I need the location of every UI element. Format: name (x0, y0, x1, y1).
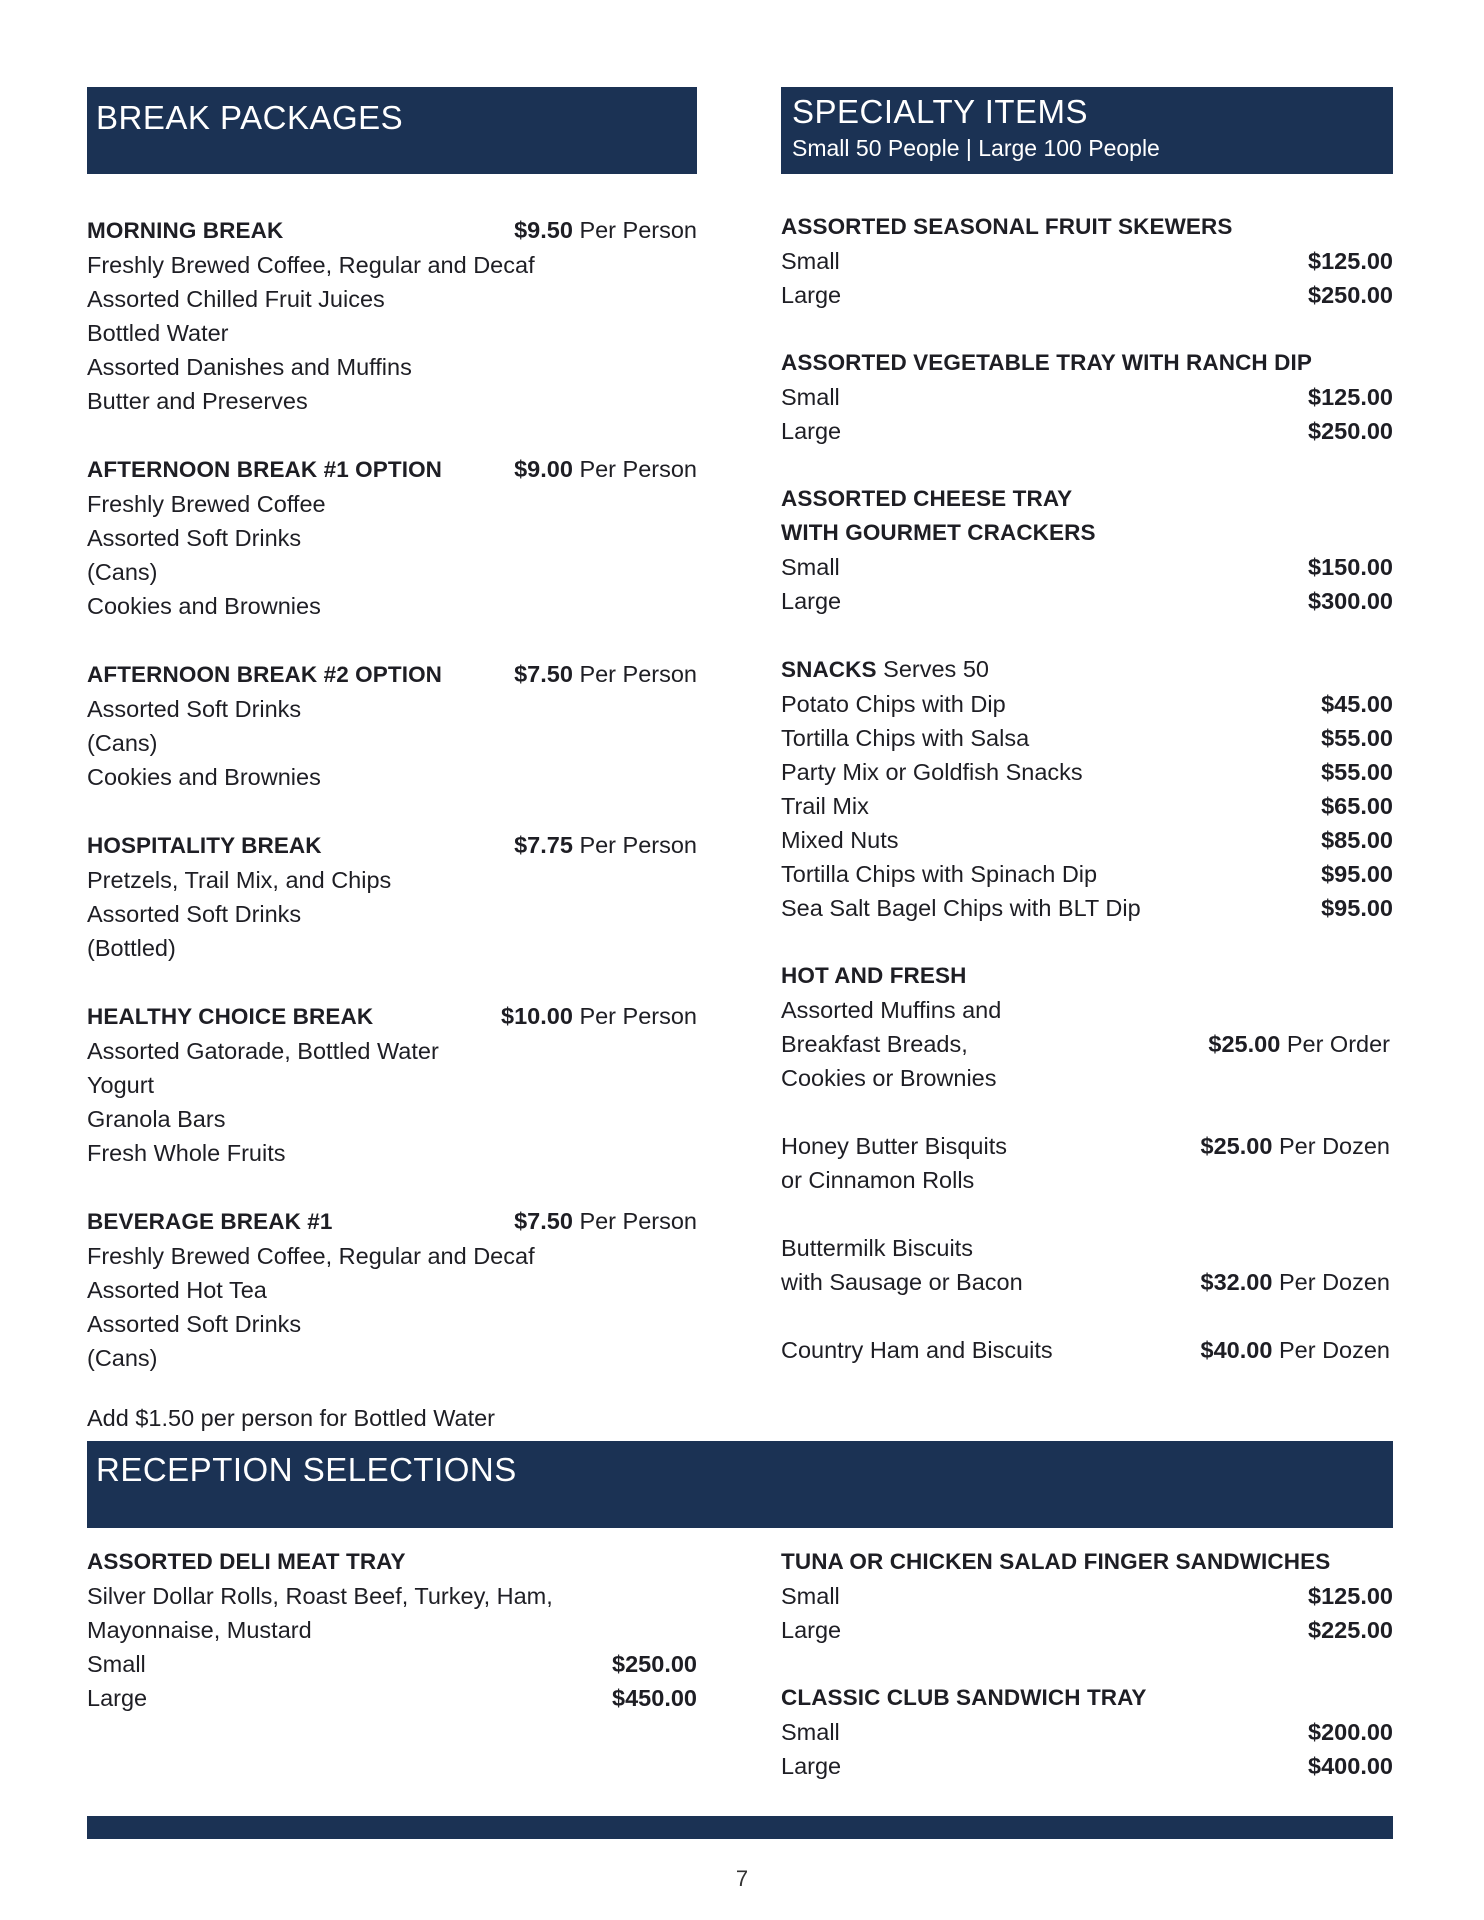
item-unit: Per Dozen (1278, 1269, 1390, 1295)
package-name: BEVERAGE BREAK #1 (87, 1209, 333, 1234)
item-unit: Per Dozen (1278, 1337, 1390, 1363)
package-price-group (514, 1204, 697, 1238)
snack-price: $45.00 (1321, 691, 1393, 717)
package-unit: Per Person (579, 1208, 697, 1234)
snack-row (781, 789, 1393, 823)
item-price: $25.00 (1200, 1133, 1273, 1159)
snack-price: $85.00 (1321, 827, 1393, 853)
size-label: Small (781, 384, 840, 410)
specialty-tray (781, 346, 1393, 448)
size-label: Large (87, 1685, 148, 1711)
hot-fresh-item (781, 993, 1393, 1095)
package-unit: Per Person (579, 661, 697, 687)
size-price: $150.00 (1308, 554, 1393, 580)
package-price-group (514, 213, 697, 247)
section-title: SPECIALTY ITEMS (792, 93, 1089, 130)
package-price: $7.50 (514, 661, 573, 687)
size-label: Large (781, 282, 842, 308)
deli-tray (87, 1545, 697, 1715)
section-subtitle: Small 50 People | Large 100 People (792, 135, 1160, 161)
package-price: $7.75 (514, 832, 573, 858)
snack-name: Mixed Nuts (781, 827, 899, 853)
footer-bar (87, 1816, 1393, 1839)
package-line: Granola Bars (87, 1106, 226, 1132)
package-line: Fresh Whole Fruits (87, 1140, 286, 1166)
item-line: Assorted Muffins and (781, 997, 1002, 1023)
snacks-heading: SNACKS (781, 657, 877, 682)
size-price: $250.00 (1308, 282, 1393, 308)
hot-fresh-heading: HOT AND FRESH (781, 963, 967, 988)
size-row (781, 414, 1393, 448)
break-packages-list (87, 213, 697, 1435)
package-line: Assorted Soft Drinks (87, 901, 302, 927)
snack-price: $65.00 (1321, 793, 1393, 819)
size-label: Small (781, 1583, 840, 1609)
snack-price: $95.00 (1321, 861, 1393, 887)
snack-row (781, 721, 1393, 755)
break-package (87, 828, 697, 965)
reception-right (781, 1545, 1393, 1817)
break-package (87, 452, 697, 623)
item-line: with Sausage or Bacon (781, 1269, 1023, 1295)
snack-name: Trail Mix (781, 793, 869, 819)
size-price: $225.00 (1308, 1617, 1393, 1643)
item-price: $40.00 (1200, 1337, 1273, 1363)
package-name: MORNING BREAK (87, 218, 284, 243)
specialty-tray (781, 482, 1393, 618)
item-price: $32.00 (1200, 1269, 1273, 1295)
section-title: RECEPTION SELECTIONS (96, 1451, 517, 1488)
package-line: Freshly Brewed Coffee, Regular and Decaf (87, 252, 535, 278)
package-line: Assorted Danishes and Muffins (87, 354, 412, 380)
item-unit: Per Dozen (1278, 1133, 1390, 1159)
package-line: Freshly Brewed Coffee, Regular and Decaf (87, 1243, 535, 1269)
item-line: Buttermilk Biscuits (781, 1235, 973, 1261)
size-label: Large (781, 588, 842, 614)
size-price: $125.00 (1308, 384, 1393, 410)
item-price: $25.00 (1208, 1031, 1281, 1057)
specialty-items-list (781, 210, 1393, 1401)
package-line: Yogurt (87, 1072, 155, 1098)
size-label: Large (781, 1617, 842, 1643)
hot-fresh-item (781, 1129, 1393, 1197)
package-line: Bottled Water (87, 320, 229, 346)
snack-name: Sea Salt Bagel Chips with BLT Dip (781, 895, 1141, 921)
package-name: HOSPITALITY BREAK (87, 833, 322, 858)
break-package (87, 213, 697, 418)
snack-name: Tortilla Chips with Spinach Dip (781, 861, 1098, 887)
package-line: Assorted Soft Drinks (87, 1311, 302, 1337)
package-header (87, 1204, 697, 1239)
size-row (781, 278, 1393, 312)
hot-fresh-item (781, 1333, 1393, 1367)
package-line: (Bottled) (87, 935, 176, 961)
break-package (87, 999, 697, 1170)
tray-name: ASSORTED SEASONAL FRUIT SKEWERS (781, 214, 1233, 239)
package-unit: Per Person (579, 832, 697, 858)
package-header (87, 452, 697, 487)
hot-fresh-group (781, 959, 1393, 1367)
item-name: ASSORTED DELI MEAT TRAY (87, 1549, 406, 1574)
package-line: Pretzels, Trail Mix, and Chips (87, 867, 392, 893)
break-package (87, 1204, 697, 1375)
size-row (781, 584, 1393, 618)
tray-name-cont: WITH GOURMET CRACKERS (781, 520, 1096, 545)
package-line: Cookies and Brownies (87, 593, 321, 619)
package-line: Assorted Gatorade, Bottled Water (87, 1038, 439, 1064)
size-label: Small (781, 248, 840, 274)
snack-price: $55.00 (1321, 759, 1393, 785)
size-price: $250.00 (612, 1651, 697, 1677)
package-name: AFTERNOON BREAK #1 OPTION (87, 457, 443, 482)
specialty-tray (781, 210, 1393, 312)
package-line: Assorted Soft Drinks (87, 696, 302, 722)
size-price: $400.00 (1308, 1753, 1393, 1779)
size-price: $125.00 (1308, 248, 1393, 274)
package-price: $10.00 (501, 1003, 573, 1029)
item-line: Silver Dollar Rolls, Roast Beef, Turkey, Ham, (87, 1583, 553, 1609)
package-name: HEALTHY CHOICE BREAK (87, 1004, 374, 1029)
item-line: or Cinnamon Rolls (781, 1167, 975, 1193)
package-line: Assorted Chilled Fruit Juices (87, 286, 385, 312)
size-label: Small (87, 1651, 146, 1677)
bottled-water-note: Add $1.50 per person for Bottled Water (87, 1405, 496, 1431)
size-price: $450.00 (612, 1685, 697, 1711)
item-name: CLASSIC CLUB SANDWICH TRAY (781, 1685, 1147, 1710)
package-line: (Cans) (87, 559, 158, 585)
snacks-group (781, 652, 1393, 925)
tray-name: ASSORTED CHEESE TRAY (781, 486, 1073, 511)
package-price-group (514, 828, 697, 862)
hot-fresh-item (781, 1231, 1393, 1299)
snack-price: $95.00 (1321, 895, 1393, 921)
snack-name: Potato Chips with Dip (781, 691, 1006, 717)
snack-price: $55.00 (1321, 725, 1393, 751)
size-label: Small (781, 1719, 840, 1745)
snack-row (781, 857, 1393, 891)
size-price: $300.00 (1308, 588, 1393, 614)
snack-row (781, 755, 1393, 789)
item-line: Cookies or Brownies (781, 1065, 997, 1091)
size-price: $200.00 (1308, 1719, 1393, 1745)
snack-row (781, 687, 1393, 721)
item-line: Mayonnaise, Mustard (87, 1617, 312, 1643)
size-label: Large (781, 1753, 842, 1779)
package-price: $9.00 (514, 456, 573, 482)
package-unit: Per Person (579, 1003, 697, 1029)
package-header (87, 213, 697, 248)
reception-left (87, 1545, 697, 1749)
reception-selections-header (87, 1441, 1393, 1528)
item-line: Honey Butter Bisquits (781, 1133, 1007, 1159)
size-row (781, 380, 1393, 414)
snack-row (781, 823, 1393, 857)
package-line: (Cans) (87, 730, 158, 756)
package-line: Freshly Brewed Coffee (87, 491, 326, 517)
package-header (87, 657, 697, 692)
snack-name: Tortilla Chips with Salsa (781, 725, 1030, 751)
snacks-serves: Serves 50 (883, 656, 989, 682)
package-line: Cookies and Brownies (87, 764, 321, 790)
package-line: Assorted Soft Drinks (87, 525, 302, 551)
package-line: Assorted Hot Tea (87, 1277, 267, 1303)
package-price-group (514, 657, 697, 691)
package-price: $7.50 (514, 1208, 573, 1234)
size-price: $250.00 (1308, 418, 1393, 444)
package-header (87, 999, 697, 1034)
size-label: Small (781, 554, 840, 580)
club-sandwich-tray (781, 1681, 1393, 1783)
snack-row (781, 891, 1393, 925)
item-name: TUNA OR CHICKEN SALAD FINGER SANDWICHES (781, 1549, 1331, 1574)
package-line: (Cans) (87, 1345, 158, 1371)
package-line: Butter and Preserves (87, 388, 308, 414)
snack-name: Party Mix or Goldfish Snacks (781, 759, 1083, 785)
package-price: $9.50 (514, 217, 573, 243)
size-row (781, 550, 1393, 584)
package-price-group (514, 452, 697, 486)
item-unit: Per Order (1286, 1031, 1390, 1057)
page-number: 7 (735, 1866, 749, 1891)
item-line: Country Ham and Biscuits (781, 1337, 1053, 1363)
section-title: BREAK PACKAGES (96, 99, 404, 136)
item-line: Breakfast Breads, (781, 1031, 968, 1057)
specialty-items-header (781, 87, 1393, 174)
package-unit: Per Person (579, 456, 697, 482)
package-unit: Per Person (579, 217, 697, 243)
size-row (781, 244, 1393, 278)
tray-name: ASSORTED VEGETABLE TRAY WITH RANCH DIP (781, 350, 1312, 375)
finger-sandwich-tray (781, 1545, 1393, 1647)
package-name: AFTERNOON BREAK #2 OPTION (87, 662, 443, 687)
size-price: $125.00 (1308, 1583, 1393, 1609)
size-label: Large (781, 418, 842, 444)
package-header (87, 828, 697, 863)
package-price-group (501, 999, 697, 1033)
break-packages-header (87, 87, 697, 174)
break-package (87, 657, 697, 794)
